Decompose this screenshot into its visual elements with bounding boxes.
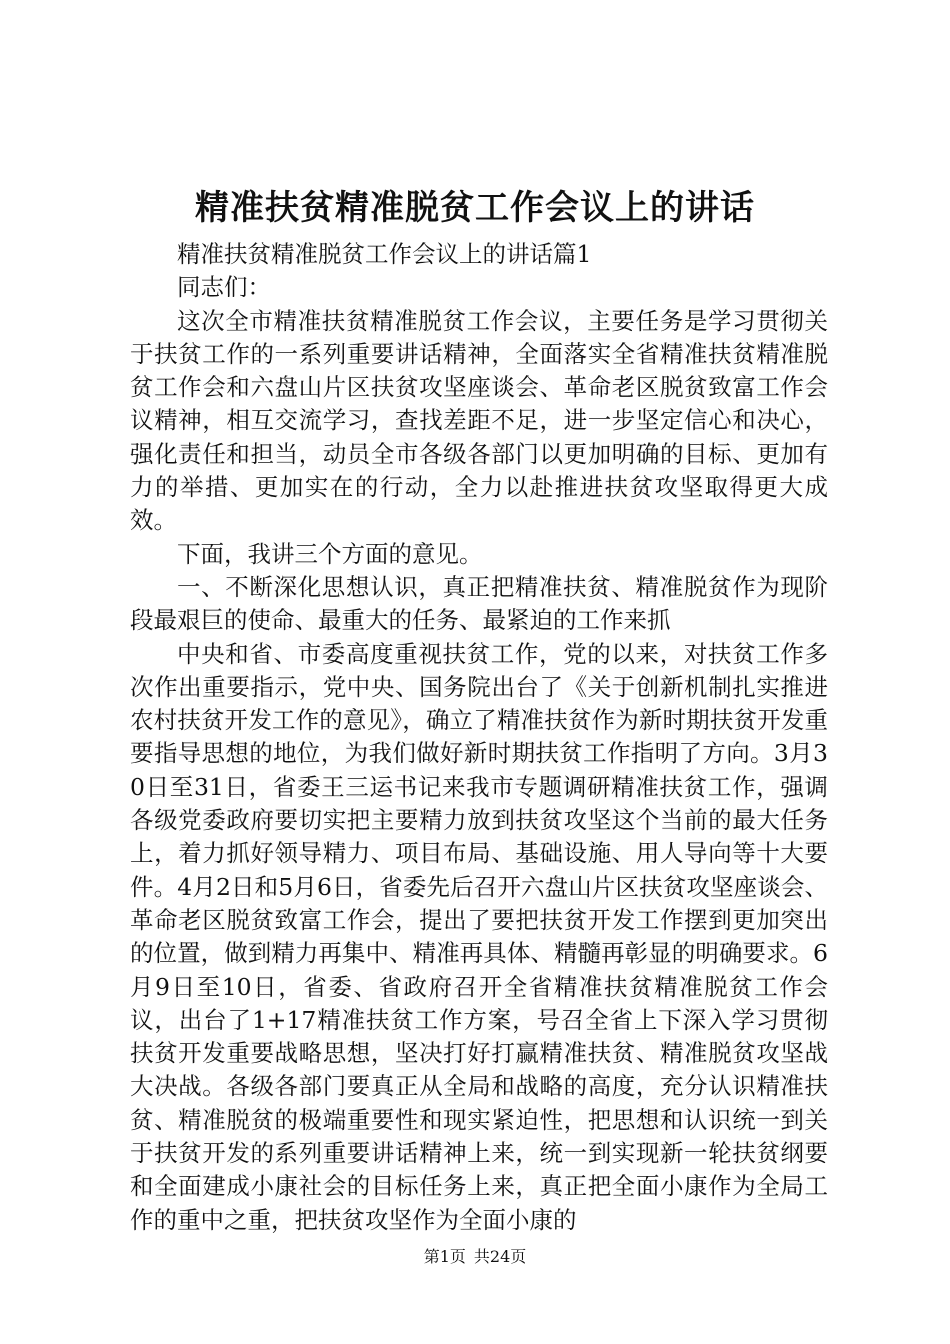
document-title: 精准扶贫精准脱贫工作会议上的讲话 — [195, 188, 755, 228]
page-footer — [0, 1246, 950, 1268]
page-number: 第1页 — [423, 1247, 466, 1266]
paragraph: 中央和省、市委高度重视扶贫工作，党的以来，对扶贫工作多次作出重要指示，党中央、国务院出台了《关于创新机制扎实推进农村扶贫开发工作的意见》，确立了精准扶贫作为新时期扶贫开发重要指导思想的地位，为我们做好新时期扶贫工作指明了方向。3月30日至31日，省委王三运书记来我市专题调研精准扶贫工作，强调各级党委政府要切实把主要精力放到扶贫攻坚这个当前的最大任务上，着力抓好领导精力、项目布局、基础设施、用人导向等十大要件。4月2日和5月6日，省委先后召开六盘山片区扶贫攻坚座谈会、革命老区脱贫致富工作会，提出了要把扶贫开发工作摆到更加突出的位置，做到精力再集中、精准再具体、精髓再彰显的明确要求。6月9日至10日，省委、省政府召开全省精准扶贫精准脱贫工作会议，出台了1+17精准扶贫工作方案，号召全省上下深入学习贯彻扶贫开发重要战略思想，坚决打好打赢精准扶贫、精准脱贫攻坚战大决战。各级各部门要真正从全局和战略的高度，充分认识精准扶贫、精准脱贫的极端重要性和现实紧迫性，把思想和认识统一到关于扶贫开发的系列重要讲话精神上来，统一到实现新一轮扶贫纲要和全面建成小康社会的目标任务上来，真正把全面小康作为全局工作的重中之重，把扶贫攻坚作为全面小康的 — [130, 639, 828, 1234]
salutation: 同志们： — [177, 273, 271, 302]
paragraph: 这次全市精准扶贫精准脱贫工作会议，主要任务是学习贯彻关于扶贫工作的一系列重要讲话精神，全面落实全省精准扶贫精准脱贫工作会和六盘山片区扶贫攻坚座谈会、革命老区脱贫致富工作会议精神，相互交流学习，查找差距不足，进一步坚定信心和决心，强化责任和担当，动员全市各级各部门以更加明确的目标、更加有力的举措、更加实在的行动，全力以赴推进扶贫攻坚取得更大成效。 — [130, 306, 828, 535]
document-subtitle: 精准扶贫精准脱贫工作会议上的讲话篇1 — [177, 240, 592, 268]
document-body — [130, 238, 828, 1237]
paragraph: 下面，我讲三个方面的意见。 — [177, 539, 483, 568]
page-total: 共24页 — [473, 1247, 527, 1266]
section-heading: 一、不断深化思想认识，真正把精准扶贫、精准脱贫作为现阶段最艰巨的使命、最重大的任务、最紧迫的工作来抓 — [130, 572, 828, 635]
